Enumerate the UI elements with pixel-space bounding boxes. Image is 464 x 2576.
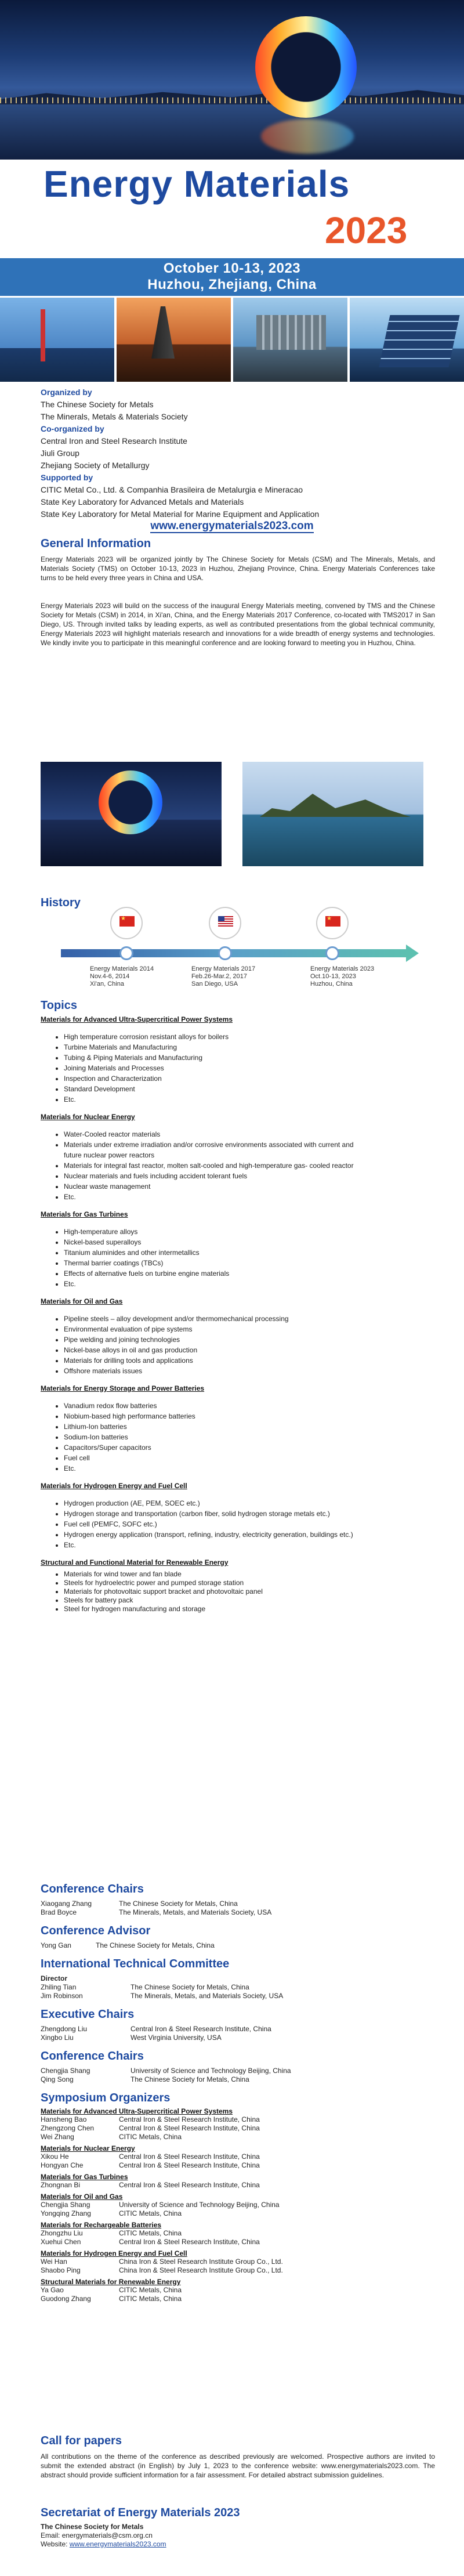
timeline-arrow-icon [406,945,419,962]
hero-ring-building [255,16,357,118]
event-title: Energy Materials 2014 [90,965,154,972]
list-item: • Titanium aluminides and other intermetallics [64,1247,435,1258]
general-info-p1: Energy Materials 2023 will be organized jointly by The Chinese Society for Metals (CSM) and The Minerals, Metals, and Materials Society (TMS) on October 10-13, 2023 in Huzhou, Zhejiang Province, China. Energy Materials Conferences take turns to be held every three years in China and USA. [41,555,435,582]
organizers [41,386,435,520]
organizer: The Chinese Society for Metals [41,400,154,409]
table-row [41,2075,435,2084]
topics-list [41,1015,435,1613]
call-for-papers-text: All contributions on the theme of the conference as described previously are welcomed. Prospective authors are invited to submit the extended abstract (in English) by July 1, 2023 to the conference website: www.energymaterials2023.com. The abstract should provide sufficient information for a fair assessment. For detailed abstract submission guidelines. [41,2452,435,2479]
table-row [41,2181,435,2190]
list-item: • Nuclear materials and fuels including accident tolerant fuels [64,1171,365,1181]
list-item: • Nickel-base alloys in oil and gas production [64,1345,435,1355]
organized-by-label: Organized by [41,388,92,397]
hero-lake [0,104,464,160]
topic-items [41,1032,435,1105]
person-org: The Chinese Society for Metals, China [119,1900,238,1908]
website-link[interactable]: www.energymaterials2023.com [69,2540,166,2548]
list-item: • Standard Development [64,1084,435,1094]
person-org: Central Iron & Steel Research Institute, China [119,2181,260,2189]
symposium-group-title: Materials for Oil and Gas [41,2193,123,2201]
list-item: • Environmental evaluation of pipe systems [64,1324,435,1334]
topic-title: Materials for Gas Turbines [41,1210,128,1218]
itc-heading: International Technical Committee [41,1958,230,1970]
list-item: • Lithium-Ion batteries [64,1421,435,1432]
photo-solar-panel [350,298,464,382]
china-flag-icon [325,916,340,927]
history-icon-2014 [110,907,143,939]
list-item: • High-temperature alloys [64,1227,435,1237]
conference-advisor-heading: Conference Advisor [41,1924,151,1937]
person-name: Xuehui Chen [41,2238,81,2246]
person-org: China Iron & Steel Research Institute Group Co., Ltd. [119,2266,283,2274]
person-name: Xikou He [41,2152,69,2161]
co-organizer: Jiuli Group [41,448,79,458]
person-name: Zhongnan Bi [41,2181,81,2189]
committees [41,1883,435,2303]
person-name: Wei Zhang [41,2133,74,2141]
person-org: CITIC Metals, China [119,2295,182,2303]
supported-by-label: Supported by [41,473,93,482]
symposium-group-title: Materials for Nuclear Energy [41,2144,135,2152]
history-icon-2023 [316,907,349,939]
hero-photo-sunrise-resort [0,0,464,160]
timeline-dot [218,946,232,960]
history-timeline [41,945,435,962]
list-item: • Steel for hydrogen manufacturing and storage [64,1605,435,1613]
event-place: San Diego, USA [191,981,238,987]
topic-items [41,1129,435,1202]
event-date: Oct.10-13, 2023 [310,973,356,980]
executive-chairs-heading: Executive Chairs [41,2008,135,2021]
table-row [41,2115,435,2124]
table-row [41,2201,435,2209]
event-title: Energy Materials 2017 [191,965,256,972]
topic-items [41,1401,435,1474]
topic-items [41,1570,435,1613]
person-org: China Iron & Steel Research Institute Group Co., Ltd. [119,2257,283,2266]
table-row [41,2161,435,2170]
list-item: • Capacitors/Super capacitors [64,1442,435,1453]
topic-title: Materials for Hydrogen Energy and Fuel Cell [41,1482,187,1490]
person-org: The Chinese Society for Metals, China [130,1983,249,1991]
email-link[interactable]: energymaterials@csm.org.cn [61,2531,153,2539]
photo-sunrise-resort [41,762,222,866]
list-item: • Effects of alternative fuels on turbine engine materials [64,1268,435,1279]
table-row [41,2266,435,2275]
table-row [41,1983,435,1992]
island [260,788,411,817]
person-org: Central Iron & Steel Research Institute, China [119,2161,260,2169]
conference-place: Huzhou, Zhejiang, China [147,277,317,292]
person-org: Central Iron & Steel Research Institute, China [119,2238,260,2246]
organizer: The Minerals, Metals & Materials Society [41,412,188,421]
person-org: CITIC Metals, China [119,2209,182,2217]
general-info-heading: General Information [41,537,151,550]
topic-items [41,1498,435,1550]
topic-title: Materials for Oil and Gas [41,1297,123,1305]
history-icon-2017 [209,907,241,939]
secretariat-contact [41,2523,435,2549]
co-organized-label: Co-organized by [41,424,104,433]
list-item: • Etc. [64,1192,365,1202]
table-row [41,2034,435,2042]
person-org: Central Iron & Steel Research Institute, China [119,2152,260,2161]
table-row [41,2229,435,2238]
event-date: Nov.4-6, 2014 [90,973,130,980]
person-org: CITIC Metals, China [119,2133,182,2141]
hero-shore-lights [0,97,464,103]
person-org: University of Science and Technology Beijing, China [130,2067,291,2075]
person-org: The Minerals, Metals, and Materials Society, USA [119,1908,272,1916]
list-item: • Pipe welding and joining technologies [64,1334,435,1345]
hero-reflection [261,119,354,154]
list-item: • Hydrogen production (AE, PEM, SOEC etc.) [64,1498,423,1508]
timeline-bar [61,949,409,957]
person-org: CITIC Metals, China [119,2229,182,2237]
supporter: State Key Laboratory for Metal Material for Marine Equipment and Application [41,509,320,519]
photo-strip [0,298,464,382]
website-banner [0,520,464,533]
ring-building [99,770,162,834]
list-item: • Etc. [64,1279,435,1289]
history-event-2023 [310,965,374,988]
person-name: Brad Boyce [41,1908,77,1916]
call-for-papers-heading: Call for papers [41,2434,122,2447]
history-event-2014 [90,965,154,988]
usa-flag-icon [218,916,233,927]
list-item: • Thermal barrier coatings (TBCs) [64,1258,435,1268]
person-name: Zhengzong Chen [41,2124,95,2132]
symposium-group-title: Materials for Advanced Ultra-Supercritical Power Systems [41,2107,233,2115]
person-name: Hongyan Che [41,2161,84,2169]
table-row [41,2286,435,2295]
china-flag-icon [119,916,135,927]
list-item: • Materials for wind tower and fan blade [64,1570,435,1579]
person-name: Ya Gao [41,2286,64,2294]
secretariat-org: The Chinese Society for Metals [41,2523,144,2531]
list-item: • High temperature corrosion resistant alloys for boilers [64,1032,435,1042]
event-place: Xi'an, China [90,981,124,987]
person-name: Yong Gan [41,1941,71,1949]
conference-date: October 10-13, 2023 [163,261,301,276]
topic-title: Materials for Advanced Ultra-Supercritical Power Systems [41,1015,233,1023]
secretariat-website-row [41,2540,435,2549]
list-item: • Hydrogen energy application (transport, refining, industry, electricity generation, buildings etc.) [64,1529,423,1540]
person-name: Shaobo Ping [41,2266,81,2274]
table-row [41,1900,435,1908]
person-org: Central Iron & Steel Research Institute, China [119,2124,260,2132]
table-row [41,2124,435,2133]
person-org: CITIC Metals, China [119,2286,182,2294]
person-name: Chengjia Shang [41,2201,90,2209]
list-item: • Water-Cooled reactor materials [64,1129,365,1139]
table-row [41,2257,435,2266]
list-item: • Fuel cell (PEMFC, SOFC etc.) [64,1519,423,1529]
table-row [41,2133,435,2141]
secretariat-email-row [41,2531,435,2540]
symposium-organizers-heading: Symposium Organizers [41,2092,171,2104]
person-org: West Virginia University, USA [130,2034,222,2042]
list-item: • Hydrogen storage and transportation (carbon fiber, solid hydrogen storage metals etc.) [64,1508,423,1519]
conference-chairs-heading: Conference Chairs [41,2050,144,2063]
person-name: Chengjia Shang [41,2067,90,2075]
co-organizer: Zhejiang Society of Metallurgy [41,461,150,470]
person-name: Xingbo Liu [41,2034,74,2042]
symposium-group-title: Materials for Rechargeable Batteries [41,2221,162,2229]
list-item: • Nuclear waste management [64,1181,365,1192]
director-label: Director [41,1974,68,1982]
list-item: • Sodium-Ion batteries [64,1432,435,1442]
general-info-p2: Energy Materials 2023 will build on the success of the inaugural Energy Materials meeting, convened by TMS and the Chinese Society for Metals (CSM) in 2014, in Xi'an, China, and the Energy Materials 2017 Conference, co-located with TMS2017 in San Diego, US. Through invited talks by leading experts, as well as contributed presentations from the global technical community, Energy Materials 2023 will highlight materials research and innovations for a wide breadth of energy systems and technologies. We kindly invite you to participate in this meaningful conference and are looking forward to meeting you in Huzhou, China. [41,602,435,647]
person-name: Zhongzhu Liu [41,2229,83,2237]
person-name: Hansheng Bao [41,2115,87,2123]
list-item: • Steels for hydroelectric power and pumped storage station [64,1579,435,1587]
person-org: The Chinese Society for Metals, China [130,2075,249,2083]
supporter: State Key Laboratory for Advanced Metals and Materials [41,497,244,506]
timeline-dot [119,946,133,960]
table-row [41,2025,435,2034]
table-row [41,1992,435,2000]
list-item: • Turbine Materials and Manufacturing [64,1042,435,1052]
table-row [41,1908,435,1917]
list-item: • Tubing & Piping Materials and Manufacturing [64,1052,435,1063]
person-org: The Chinese Society for Metals, China [96,1941,215,1949]
list-item: • Materials for integral fast reactor, molten salt-cooled and high-temperature gas- cooled reactor [64,1160,365,1171]
photo-power-plant [233,298,347,382]
list-item: • Materials under extreme irradiation and/or corrosive environments associated with current and future nuclear power reactors [64,1139,365,1160]
topic-items [41,1227,435,1289]
list-item: • Etc. [64,1540,423,1550]
event-place: Huzhou, China [310,981,353,987]
supporter: CITIC Metal Co., Ltd. & Companhia Brasileira de Metalurgia e Mineracao [41,485,303,494]
photo-offshore-rig [0,298,114,382]
date-band [0,258,464,296]
event-date: Feb.26-Mar.2, 2017 [191,973,248,980]
symposium-group-title: Materials for Gas Turbines [41,2173,128,2181]
table-row [41,2209,435,2218]
table-row [41,2238,435,2246]
history-event-2017 [191,965,255,988]
website-link[interactable]: www.energymaterials2023.com [150,520,314,532]
table-row [41,2152,435,2161]
list-item: • Pipeline steels – alloy development and/or thermomechanical processing [64,1314,435,1324]
list-item: • Joining Materials and Processes [64,1063,435,1073]
person-name: Wei Han [41,2257,67,2266]
list-item: • Inspection and Characterization [64,1073,435,1084]
co-organizer: Central Iron and Steel Research Institute [41,436,187,446]
person-name: Yongqing Zhang [41,2209,91,2217]
timeline-dot [325,946,339,960]
list-item: • Etc. [64,1094,435,1105]
topic-items [41,1314,435,1376]
topics-heading: Topics [41,999,77,1012]
title-line-1: Energy Materials [44,163,350,205]
email-label: Email: [41,2531,62,2539]
table-row [41,2295,435,2303]
list-item: • Materials for drilling tools and applications [64,1355,435,1366]
list-item: • Offshore materials issues [64,1366,435,1376]
person-org: University of Science and Technology Beijing, China [119,2201,280,2209]
person-name: Jim Robinson [41,1992,83,2000]
table-row [41,2067,435,2075]
person-name: Xiaogang Zhang [41,1900,92,1908]
event-title: Energy Materials 2023 [310,965,375,972]
website-label: Website: [41,2540,70,2548]
person-org: The Minerals, Metals, and Materials Society, USA [130,1992,284,2000]
list-item: • Fuel cell [64,1453,435,1463]
person-name: Qing Song [41,2075,74,2083]
list-item: • Nickel-based superalloys [64,1237,435,1247]
topic-title: Structural and Functional Material for Renewable Energy [41,1558,229,1566]
conference-chairs-heading: Conference Chairs [41,1883,144,1895]
person-name: Zhengdong Liu [41,2025,88,2033]
photo-lake-island [242,762,423,866]
table-row [41,1941,435,1950]
history-heading: History [41,896,81,909]
topic-title: Materials for Energy Storage and Power Batteries [41,1384,205,1392]
person-name: Guodong Zhang [41,2295,91,2303]
symposium-group-title: Materials for Hydrogen Energy and Fuel Cell [41,2249,187,2257]
person-name: Zhiling Tian [41,1983,77,1991]
photo-oil-pump [117,298,231,382]
secretariat-heading: Secretariat of Energy Materials 2023 [41,2506,240,2519]
title-year: 2023 [325,209,408,251]
person-org: Central Iron & Steel Research Institute, China [119,2115,260,2123]
symposium-group-title: Structural Materials for Renewable Energy [41,2278,181,2286]
list-item: • Niobium-based high performance batteries [64,1411,435,1421]
topic-title: Materials for Nuclear Energy [41,1113,135,1121]
list-item: • Steels for battery pack [64,1596,435,1605]
list-item: • Vanadium redox flow batteries [64,1401,435,1411]
person-org: Central Iron & Steel Research Institute, China [130,2025,271,2033]
list-item: • Etc. [64,1463,435,1474]
list-item: • Materials for photovoltaic support bracket and photovoltaic panel [64,1587,435,1596]
